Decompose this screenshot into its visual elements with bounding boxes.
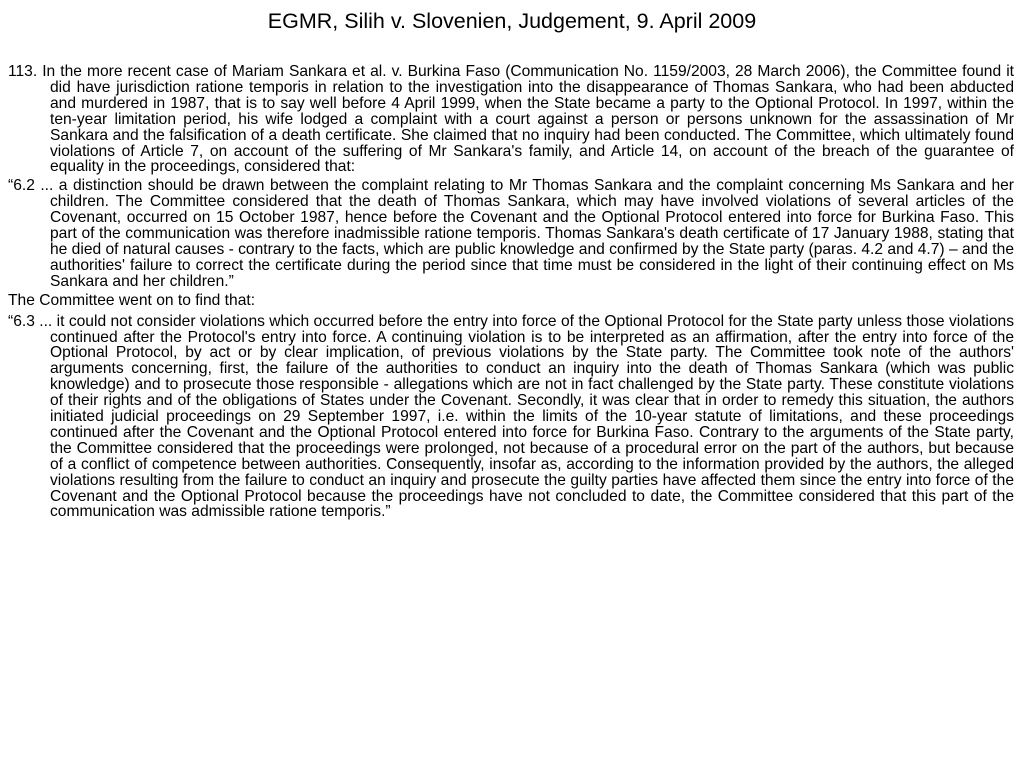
paragraph-113: 113. In the more recent case of Mariam Sankara et al. v. Burkina Faso (Communication No. 1159/2003, 28 March 2006), the Committee found it did have jurisdiction ratione temporis in relation to the investigation into the disappearance of Thomas Sankara, who had been abducted and murdered in 1987, that is to say well before 4 April 1999, when the State became a party to the Optional Protocol. In 1997, within the ten-year limitation period, his wife lodged a complaint with a court against a person or persons unknown for the assassination of Mr Sankara and the falsification of a death certificate. She claimed that no inquiry had been conducted. The Committee, which ultimately found violations of Article 7, on account of the suffering of Mr Sankara's family, and Article 14, on account of the breach of the guarantee of equality in the proceedings, considered that:	[8, 63, 1014, 176]
quote-paragraph-6-2: “6.2 ... a distinction should be drawn between the complaint relating to Mr Thomas Sankara and the complaint concerning Ms Sankara and her children. The Committee considered that the death of Thomas Sankara, which may have involved violations of several articles of the Covenant, occurred on 15 October 1987, hence before the Covenant and the Optional Protocol entered into force for Burkina Faso. This part of the communication was therefore inadmissible ratione temporis. Thomas Sankara's death certificate of 17 January 1988, stating that he died of natural causes - contrary to the facts, which are public knowledge and confirmed by the State party (paras. 4.2 and 4.7) – and the authorities' failure to correct the certificate during the period since that time must be considered in the light of their continuing effect on Ms Sankara and her children.”	[8, 177, 1014, 290]
slide-title: EGMR, Silih v. Slovenien, Judgement, 9. April 2009	[267, 9, 757, 33]
bridge-sentence: The Committee went on to find that:	[8, 291, 256, 309]
quote-paragraph-6-3: “6.3 ... it could not consider violations which occurred before the entry into force of the Optional Protocol for the State party unless those violations continued after the Protocol's entry into force. A continuing violation is to be interpreted as an affirmation, after the entry into force of the Optional Protocol, by act or by clear implication, of previous violations by the State party. The Committee took note of the authors' arguments concerning, first, the failure of the authorities to conduct an inquiry into the death of Thomas Sankara (which was public knowledge) and to prosecute those responsible - allegations which are not in fact challenged by the State party. These constitute violations of their rights and of the obligations of States under the Covenant. Secondly, it was clear that in order to remedy this situation, the authors initiated judicial proceedings on 29 September 1997, i.e. within the limits of the 10-year statute of limitations, and these proceedings continued after the Covenant and the Optional Protocol entered into force for Burkina Faso. Contrary to the arguments of the State party, the Committee considered that the proceedings were prolonged, not because of a procedural error on the part of the authors, but because of a conflict of competence between authorities. Consequently, insofar as, according to the information provided by the authors, the alleged violations resulting from the failure to conduct an inquiry and prosecute the guilty parties have affected them since the entry into force of the Covenant and the Optional Protocol because the proceedings have not concluded to date, the Committee considered that this part of the communication was admissible ratione temporis.”	[8, 312, 1014, 521]
slide-body	[8, 64, 1014, 520]
